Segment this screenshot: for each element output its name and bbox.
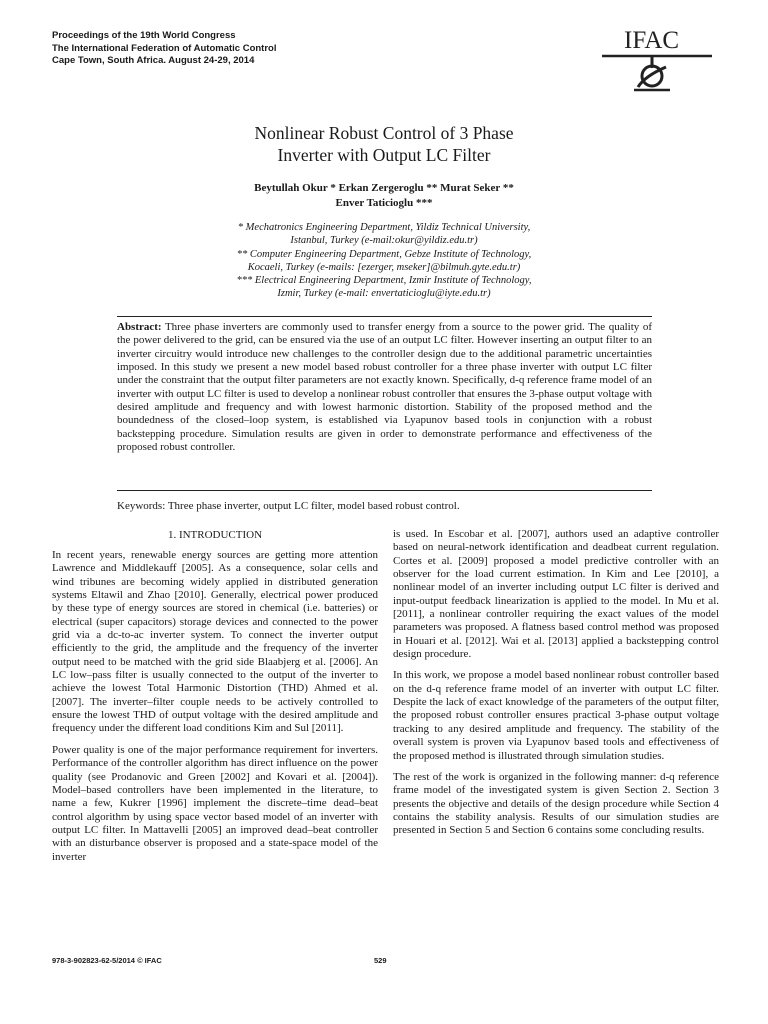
intro-paragraph-2: Power quality is one of the major performance requirement for inverters. Performance of the controller algorithm has direct influence on the power quality (see Prodanovic and Green [2002] and Kovari et al. [2004]). Model–based controllers have been implemented in the literature, to name a few, Kukrer [1996] implement the discrete–time dead–beat control algorithm by using space vector based model of an inverter with output LC filter. In Mattavelli [2005] an improved dead–beat controller with an disturbance observer is proposed and a state-space model of the inverter — [52, 743, 378, 863]
abstract-text: Three phase inverters are commonly used to transfer energy from a source to the power grid. The quality of the power delivered to the grid, can be ensured via the use of an output LC filter. However inserting an output filter to an inverter circuitry would introduce new challenges to the controller design due to the additional parametric uncertainties imposed. In this study we present a new model based robust controller for a three phase inverter with output LC filter under the constraint that the output filter parameters are not exactly known. Specifically, d-q reference frame model of an inverter with output LC filter is used to develop a nonlinear robust controller that ensures the 3-phase output voltage with desired amplitude and frequency and with lowest harmonic distortion. Stability of the proposed method and the boundedness of the closed–loop system, is established via Lyapunov based tools in conjunction with a robust backstepping procedure. Simulation results are given in order to demonstrate performance and effectiveness of the proposed robust controller. — [117, 321, 652, 454]
proceedings-header — [52, 30, 276, 68]
footer-copyright: 978-3-902823-62-5/2014 © IFAC — [52, 956, 162, 965]
header-line-1: Proceedings of the 19th World Congress — [52, 30, 236, 41]
ifac-logo-text: IFAC — [624, 27, 680, 54]
affiliation-line: ** Computer Engineering Department, Gebze Institute of Technology, — [236, 248, 532, 260]
keywords: Keywords: Three phase inverter, output LC filter, model based robust control. — [117, 500, 460, 512]
intro-paragraph-3: is used. In Escobar et al. [2007], authors used an adaptive controller based on neural-network identification and deadbeat current regulation. Cortes et al. [2009] proposed a model predictive controller with an observer for the load current estimation. In Kim and Lee [2010], a nonlinear model of an inverter including output LC filter is derived and input-output feedback linearization is applied to the model. In Mu et al. [2011], a nonlinear controller requiring the exact values of the model parameters was proposed. A flatness based control method was proposed in Houari et al. [2012]. Wai et al. [2013] applied a backstepping control design procedure. — [393, 528, 719, 661]
abstract-top-rule — [117, 316, 652, 317]
affiliation-line: Istanbul, Turkey (e-mail:okur@yildiz.edu.tr) — [290, 235, 478, 247]
affiliation-line: * Mechatronics Engineering Department, Yildiz Technical University, — [237, 222, 531, 233]
section-heading-introduction: 1. INTRODUCTION — [167, 529, 263, 541]
affiliation-line: Kocaeli, Turkey (e-mails: [ezerger, mseker]@bilmuh.gyte.edu.tr) — [247, 261, 521, 273]
page-number: 529 — [374, 956, 387, 965]
affiliations — [0, 221, 768, 301]
intro-paragraph-1: In recent years, renewable energy sources are getting more attention Lawrence and Middlekauff [2005]. As a consequence, solar cells and wind tribunes are becoming widely applied in distributed generation systems Eltawil and Zhao [2010]. Generally, electrical power produced by these type of energy sources are stored in chemical (i.e. batteries) or electrical (super capacitors) storage devices and connected to the power grid via a dc-to-ac inverter system. To connect the inverter output efficiently to the grid, the amplitude and the frequency of the inverter output need to be matched with the grid side Blaabjerg et al. [2006]. An LC low–pass filter is usually connected to the output of the inverter to achieve the lowest Total Harmonic Distortion (THD) Ahmed et al. [2007]. The inverter–filter couple needs to be actively controlled to ensure the lowest THD of output voltage with the desired amplitude and frequency under the different load conditions Kim and Sul [2011]. — [52, 549, 378, 735]
paper-title — [0, 123, 768, 166]
right-column — [393, 528, 719, 846]
title-line-2: Inverter with Output LC Filter — [277, 144, 491, 165]
ifac-logo — [598, 24, 718, 94]
abstract — [117, 321, 652, 454]
authors-line-2: Enver Taticioglu *** — [335, 197, 433, 209]
abstract-bottom-rule — [117, 490, 652, 491]
title-line-1: Nonlinear Robust Control of 3 Phase — [254, 123, 514, 143]
header-line-3: Cape Town, South Africa. August 24-29, 2014 — [52, 55, 255, 66]
affiliation-line: Izmir, Turkey (e-mail: envertaticioglu@iyte.edu.tr) — [277, 288, 491, 300]
author-list — [0, 181, 768, 211]
intro-paragraph-5: The rest of the work is organized in the following manner: d-q reference frame model of the investigated system is given Section 2. Section 3 presents the objective and details of the design procedure while Section 4 contains the stability analysis. Results of our simulation studies are presented in Section 5 and Section 6 contains some concluding results. — [393, 770, 719, 837]
affiliation-line: *** Electrical Engineering Department, Izmir Institute of Technology, — [236, 275, 532, 287]
authors-line-1: Beytullah Okur * Erkan Zergeroglu ** Murat Seker ** — [254, 182, 514, 194]
abstract-label: Abstract: — [117, 321, 162, 333]
header-line-2: The International Federation of Automatic Control — [52, 42, 277, 54]
left-column — [52, 528, 378, 872]
intro-paragraph-4: In this work, we propose a model based nonlinear robust controller based on the d-q reference frame model of an inverter with output LC filter. Despite the lack of exact knowledge of the parameters of the output filter, the proposed robust controller ensures practical 3-phase output voltage tracking to any desired amplitude and frequency. The stability of the overall system is proven via Lyapunov based tools and effectiveness of the proposed method is illustrated through simulation studies. — [393, 669, 719, 762]
